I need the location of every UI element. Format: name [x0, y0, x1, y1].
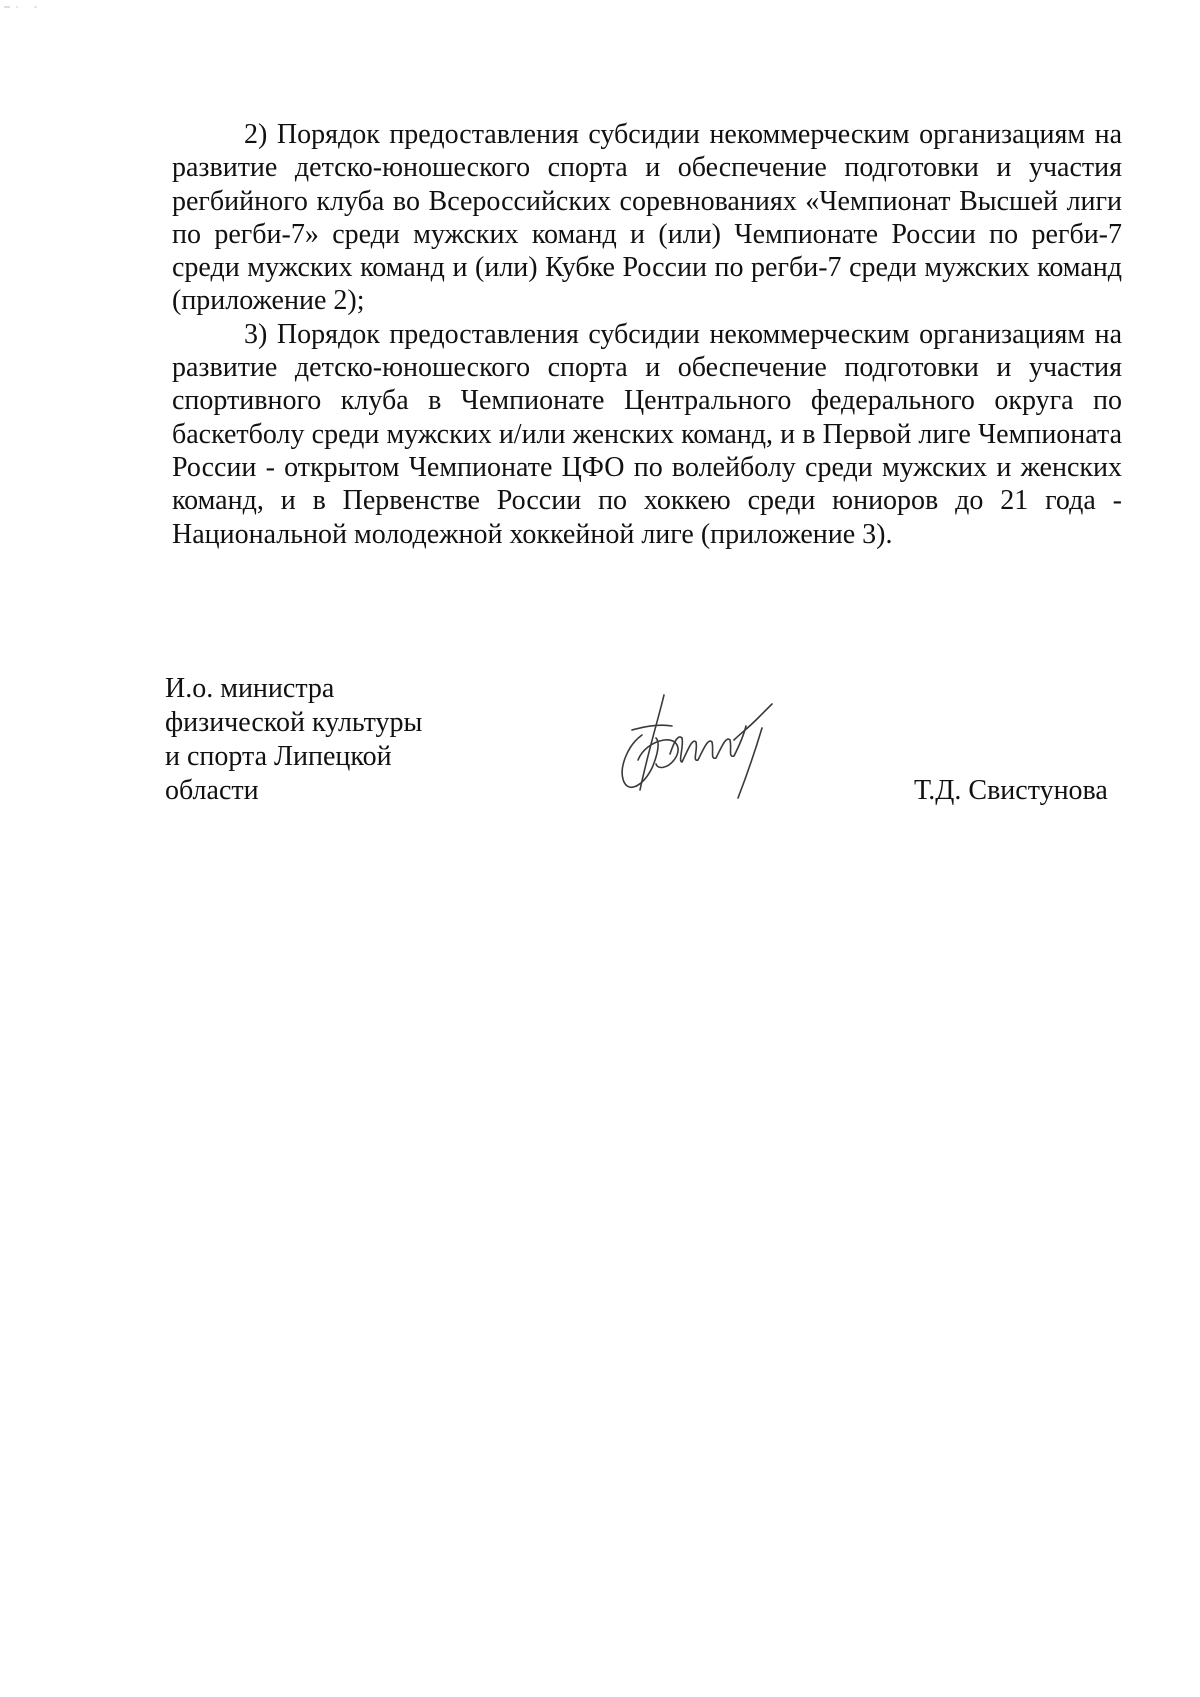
- signatory-title-line: И.о. министра: [165, 673, 335, 704]
- signature-icon: [612, 690, 782, 805]
- scan-artifact: [4, 4, 40, 10]
- signatory-title-line: области: [165, 775, 259, 806]
- paragraph-item-2: 2) Порядок предоставления субсидии некоммерческим организациям на развитие детско-юношеского спорта и обеспечение подготовки и участия регбийного клуба во Всероссийских соревнованиях «Чемпионат Высшей лиги по регби-7» среди мужских команд и (или) Чемпионате России по регби-7 среди мужских команд и (или) Кубке России по регби-7 среди мужских команд (приложение 2);: [172, 119, 1122, 317]
- signatory-title-line: физической культуры: [165, 707, 423, 738]
- signatory-name: Т.Д. Свистунова: [914, 775, 1108, 806]
- document-body: [172, 118, 1122, 551]
- signatory-title: [165, 672, 505, 808]
- signatory-title-line: и спорта Липецкой: [165, 741, 392, 772]
- paragraph-item-3: 3) Порядок предоставления субсидии некоммерческим организациям на развитие детско-юношеского спорта и обеспечение подготовки и участия спортивного клуба в Чемпионате Центрального федерального округа по баскетболу среди мужских и/или женских команд, и в Первой лиге Чемпионата России - открытом Чемпионате ЦФО по волейболу среди мужских и женских команд, и в Первенстве России по хоккею среди юниоров до 21 года - Национальной молодежной хоккейной лиге (приложение 3).: [172, 318, 1122, 550]
